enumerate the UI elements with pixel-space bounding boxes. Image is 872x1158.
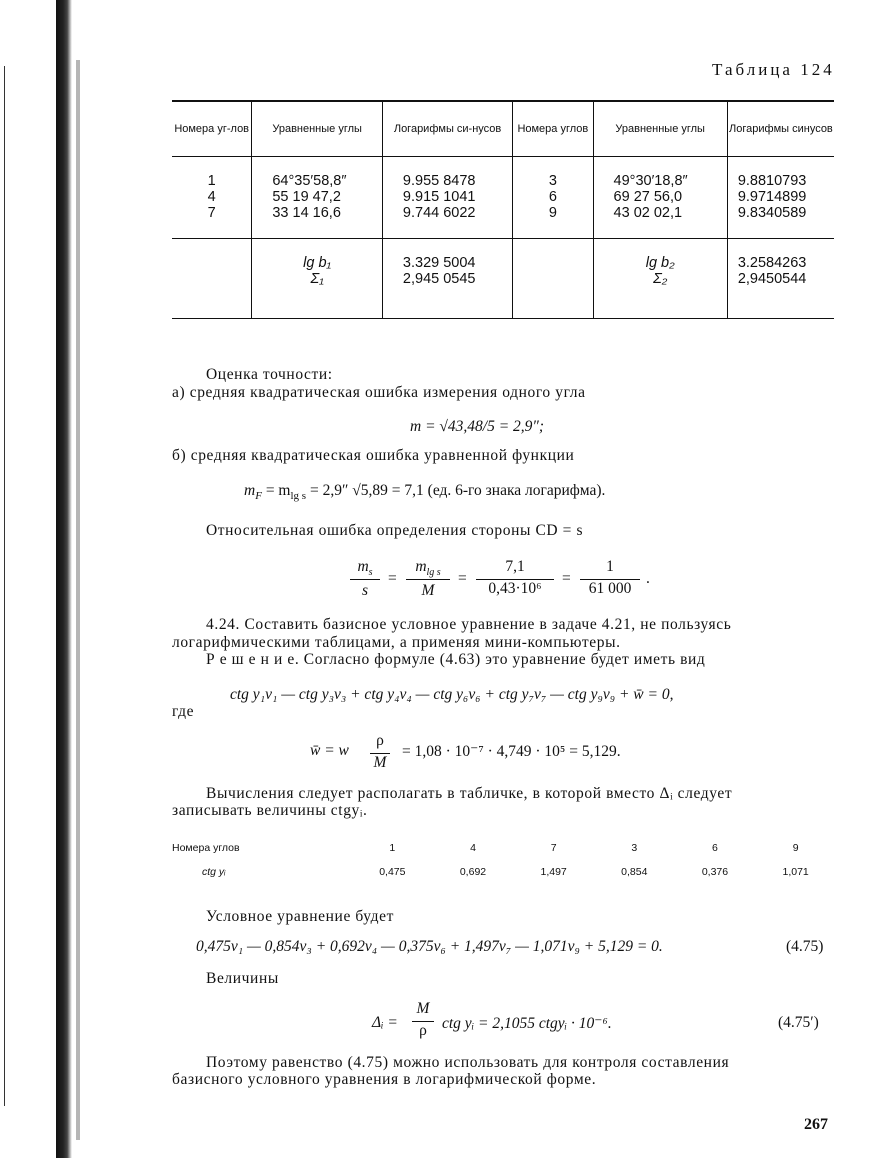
sum-values-b xyxy=(727,239,834,319)
logs-a xyxy=(382,157,512,239)
header-cell: Номера углов xyxy=(513,101,593,157)
denominator: ρ xyxy=(419,1022,427,1039)
header-cell: Номера уг-лов xyxy=(172,101,252,157)
ctg-equation: ctg y₁v₁ — ctg y₃v₃ + ctg y₄v₄ — ctg y₆v₆ + ctg y₇v₇ — ctg y₉v₉ + w̄ = 0, xyxy=(230,686,674,703)
table-cell: 9 xyxy=(792,842,799,854)
period: . xyxy=(646,570,650,587)
calc-line2: записывать величины ctgyᵢ. xyxy=(172,802,368,819)
empty-cell xyxy=(172,239,252,319)
row-label: ctg yᵢ xyxy=(202,866,226,878)
header-cell: Логарифмы синусов xyxy=(727,101,834,157)
cell-text: Σ₁ xyxy=(310,271,324,287)
cell-text: lg b₁ xyxy=(303,255,332,271)
denominator: M xyxy=(421,582,435,600)
numerator: 7,1 xyxy=(505,558,525,575)
cell-text: 43 02 02,1 xyxy=(613,205,683,221)
table-cell: 1 xyxy=(389,842,396,854)
formula-part: Δᵢ = xyxy=(372,1014,398,1031)
formula-part: = 1,08 · 10⁻⁷ · 4,749 · 10⁵ = 5,129. xyxy=(402,743,621,760)
table-cell: 0,854 xyxy=(621,866,648,878)
formula-part: = m xyxy=(265,482,291,499)
cond-eq-intro: Условное уравнение будет xyxy=(206,908,395,925)
cell-text: 69 27 56,0 xyxy=(613,189,683,205)
numerator: ρ xyxy=(376,732,384,749)
solution-label: Р е ш е н и е. xyxy=(206,651,300,668)
cell-text: 2,945 0545 xyxy=(402,271,476,287)
cell-text: lg b₂ xyxy=(645,255,675,271)
denominator: 61 000 xyxy=(588,580,632,597)
solution-text: Согласно формуле (4.63) это уравнение будет иметь вид xyxy=(303,651,706,668)
table-row xyxy=(172,836,836,860)
header-cell: Уравненные углы xyxy=(252,101,383,157)
table-header-row xyxy=(172,101,834,157)
final-line2: базисного условного уравнения в логарифмической форме. xyxy=(172,1071,597,1088)
cell-text: 55 19 47,2 xyxy=(272,189,341,205)
sum-labels-a xyxy=(252,239,383,319)
table-cell: 1,497 xyxy=(540,866,567,878)
sum-labels-b xyxy=(593,239,727,319)
fraction-w xyxy=(370,732,390,772)
table-cell: 4 xyxy=(470,842,476,854)
numerator: $m_{lg s}$ xyxy=(415,558,441,579)
formula-subscript: lg s xyxy=(290,490,307,503)
ctg-table xyxy=(172,836,836,884)
accuracy-title: Оценка точности: xyxy=(206,366,333,383)
fraction-delta xyxy=(412,1000,434,1040)
fraction-bar xyxy=(580,579,640,580)
cell-text: 7 xyxy=(207,205,216,221)
table-cell: 0,475 xyxy=(379,866,406,878)
scan-binding-shadow-inner xyxy=(76,60,80,1140)
cell-text: 49°30′18,8″ xyxy=(613,173,688,189)
denominator: s xyxy=(361,582,369,600)
cell-text: 4 xyxy=(207,189,216,205)
fraction-4 xyxy=(580,558,640,598)
fraction-bar xyxy=(350,579,380,580)
cell-text: Σ₂ xyxy=(653,271,668,287)
scan-binding-shadow xyxy=(56,0,72,1158)
table-cell: 0,692 xyxy=(459,866,487,878)
cell-text: 9.915 1041 xyxy=(402,189,476,205)
sum-values-a xyxy=(382,239,512,319)
solution-line xyxy=(206,651,705,669)
logs-b xyxy=(727,157,834,239)
table-cell: 6 xyxy=(712,842,718,854)
equals-sign: = xyxy=(562,570,571,587)
table-cell: 7 xyxy=(550,842,557,854)
header-cell: Логарифмы си-нусов xyxy=(382,101,512,157)
data-table xyxy=(172,100,834,319)
values-word: Величины xyxy=(206,970,279,987)
cell-text: 6 xyxy=(548,189,557,205)
final-line1: Поэтому равенство (4.75) можно использовать для контроля составления xyxy=(206,1054,730,1071)
row-label: Номера углов xyxy=(172,842,240,854)
cond-equation: 0,475v₁ — 0,854v₃ + 0,692v₄ — 0,375v₆ + 1,497v₇ — 1,071v₉ + 5,129 = 0. xyxy=(196,938,663,955)
delta-formula xyxy=(372,1000,692,1046)
numerator: M xyxy=(416,1000,430,1017)
fraction-bar xyxy=(406,579,450,580)
table-row xyxy=(172,860,836,884)
cell-text: 9.744 6022 xyxy=(402,205,476,221)
formula-part: = 2,9″ √5,89 = 7,1 (ед. 6-го знака логарифма). xyxy=(309,482,606,499)
task-424-line1: 4.24. Составить базисное условное уравнение в задаче 4.21, не пользуясь xyxy=(206,616,732,633)
fraction-bar xyxy=(476,579,554,580)
angles-b xyxy=(593,157,727,239)
equation-number: (4.75) xyxy=(786,938,824,955)
w-formula xyxy=(310,732,730,782)
table-caption: Таблица 124 xyxy=(712,60,835,79)
item-b: б) средняя квадратическая ошибка уравненной функции xyxy=(172,447,575,464)
cell-text: 33 14 16,6 xyxy=(272,205,341,221)
table-cell: 3 xyxy=(631,842,638,854)
equals-sign: = xyxy=(458,570,467,587)
cell-text: 64°35′58,8″ xyxy=(272,173,347,189)
angles-a xyxy=(252,157,383,239)
formula-part: w̄ = w xyxy=(310,742,349,759)
page-number: 267 xyxy=(804,1116,828,1133)
cell-text: 3 xyxy=(548,173,557,189)
scan-margin-line xyxy=(4,66,5,1106)
numerator: 1 xyxy=(606,558,614,575)
angle-numbers-a xyxy=(172,157,252,239)
header-cell: Уравненные углы xyxy=(593,101,727,157)
denominator: M xyxy=(373,754,387,771)
cell-text: 9.8340589 xyxy=(737,205,807,221)
fraction-bar xyxy=(412,1021,434,1022)
empty-cell xyxy=(513,239,593,319)
cell-text: 1 xyxy=(207,173,216,189)
item-a: а) средняя квадратическая ошибка измерения одного угла xyxy=(172,384,586,401)
relative-error-line: Относительная ошибка определения стороны CD = s xyxy=(206,522,584,539)
cell-text: 3.329 5004 xyxy=(402,255,476,271)
cell-text: 3.2584263 xyxy=(737,255,807,271)
formula-symbol: m xyxy=(244,482,256,499)
equation-number: (4.75′) xyxy=(778,1014,819,1031)
formula-m: m = √43,48/5 = 2,9″; xyxy=(410,418,545,435)
task-424-line2: логарифмическими таблицами, а применяя мини-компьютеры. xyxy=(172,634,621,651)
equals-sign: = xyxy=(388,570,397,587)
cell-text: 9.955 8478 xyxy=(402,173,476,189)
where-word: где xyxy=(172,703,195,720)
cell-text: 9.8810793 xyxy=(737,173,807,189)
calc-line1: Вычисления следует располагать в табличке, в которой вместо Δᵢ следует xyxy=(206,785,733,802)
cell-text: 9.9714899 xyxy=(737,189,807,205)
formula-subscript: F xyxy=(255,490,262,503)
cell-text: 9 xyxy=(548,205,557,221)
table-cell: 0,376 xyxy=(701,866,729,878)
formula-part: ctg yᵢ = 2,1055 ctgyᵢ · 10⁻⁶. xyxy=(442,1015,612,1032)
denominator: 0,43·10⁶ xyxy=(488,580,542,597)
cell-text: 2,9450544 xyxy=(737,271,807,287)
table-row xyxy=(172,157,834,239)
numerator: $m_s$ xyxy=(357,558,373,579)
fraction-3 xyxy=(476,558,554,598)
table-row xyxy=(172,239,834,319)
formula-mf xyxy=(244,482,605,502)
angle-numbers-b xyxy=(513,157,593,239)
fraction-bar xyxy=(370,753,390,754)
table-cell: 1,071 xyxy=(782,866,809,878)
relative-error-formula xyxy=(350,558,670,604)
